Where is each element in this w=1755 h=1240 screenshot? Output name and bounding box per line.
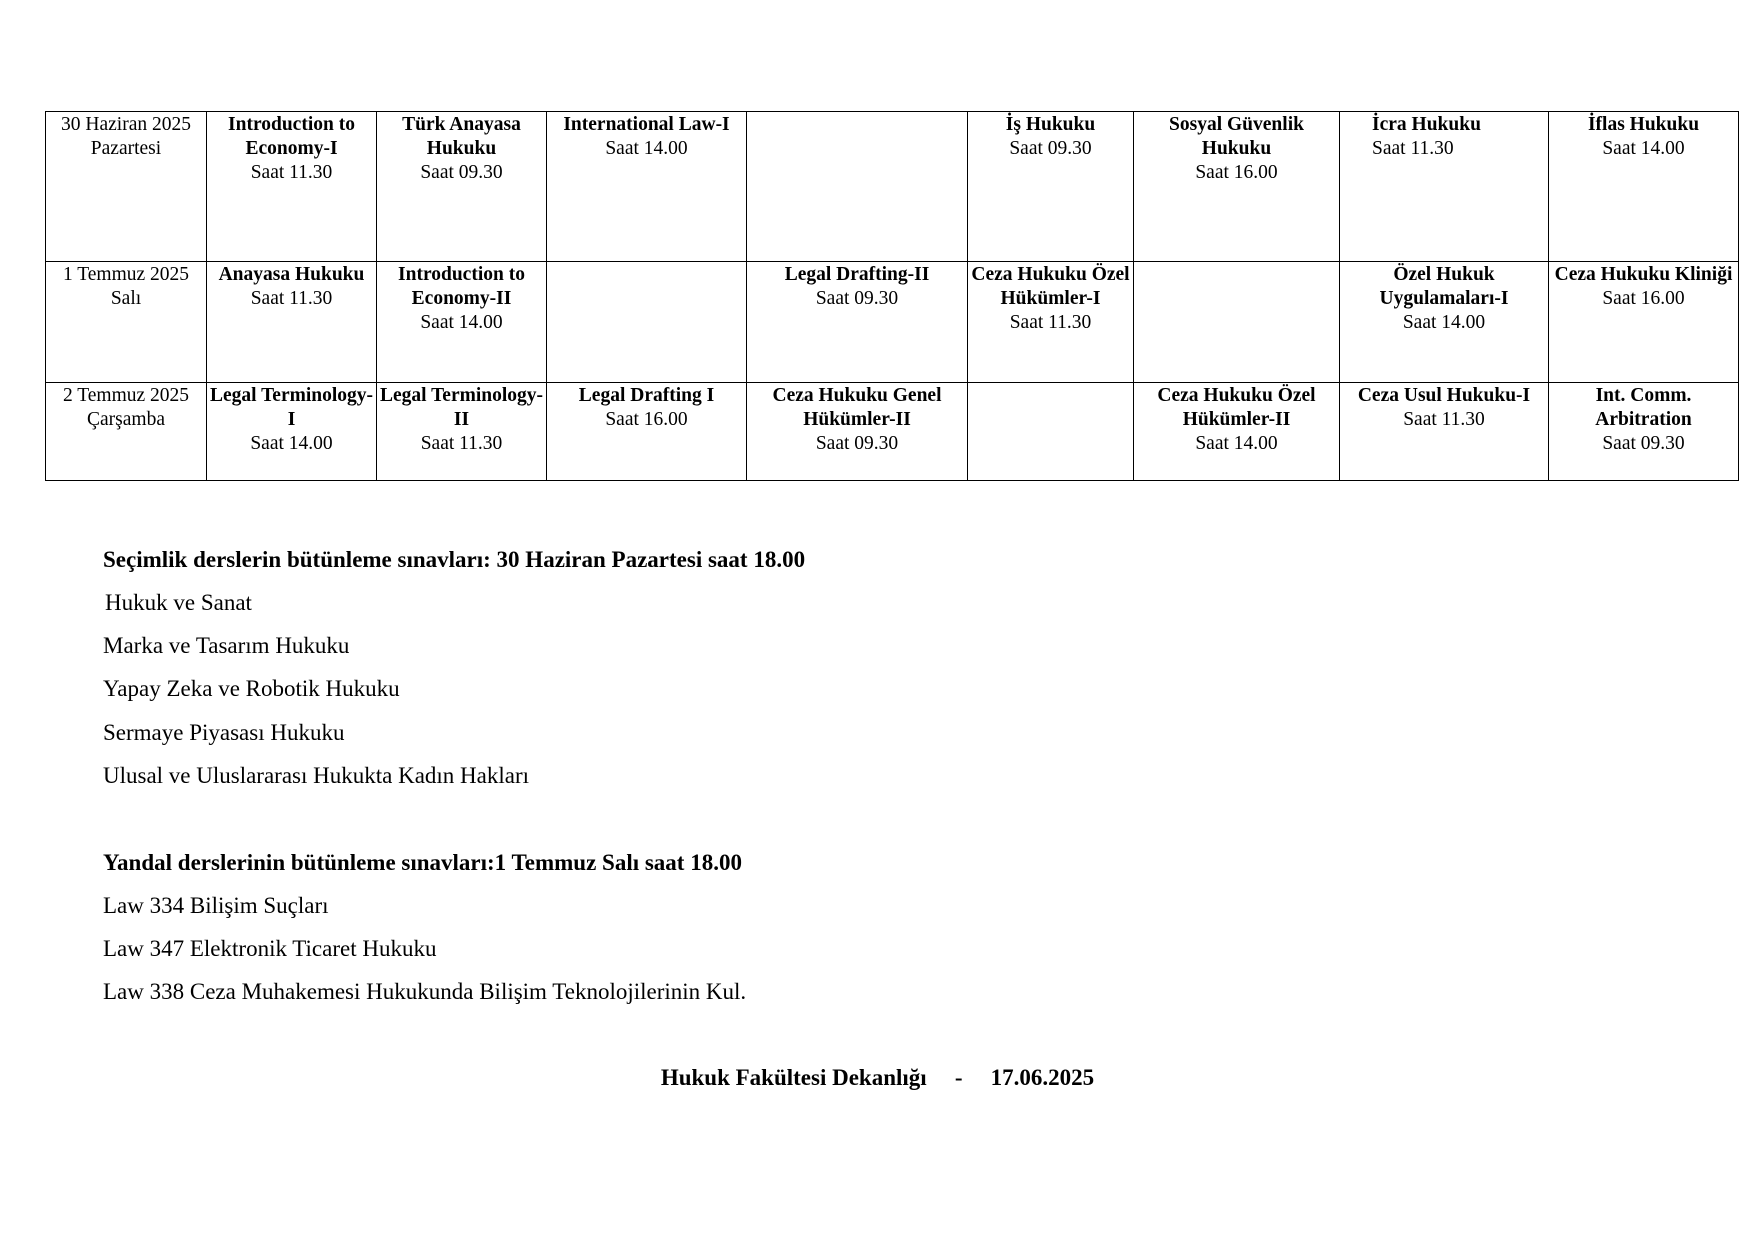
course-cell: [1340, 262, 1549, 383]
course-name: Legal Drafting I: [578, 385, 715, 406]
exam-date: 1 Temmuz 2025: [62, 264, 190, 285]
elective-course-item: Yapay Zeka ve Robotik Hukuku: [103, 676, 400, 701]
course-name: Int. Comm. Arbitration: [1595, 385, 1692, 430]
course-cell: [1549, 112, 1739, 262]
course-time: Saat 09.30: [1009, 138, 1092, 159]
course-name: Ceza Hukuku Özel Hükümler-I: [971, 264, 1130, 309]
course-time: Saat 14.00: [1402, 312, 1486, 333]
minor-course-item: Law 338 Ceza Muhakemesi Hukukunda Bilişim Teknolojilerinin Kul.: [103, 979, 747, 1004]
course-name: Legal Terminology-II: [379, 385, 544, 430]
course-time: Saat 09.30: [420, 162, 503, 183]
course-name: İş Hukuku: [1005, 114, 1096, 135]
course-cell: [547, 383, 747, 481]
course-time: Saat 09.30: [815, 288, 899, 309]
date-cell: [46, 262, 207, 383]
course-time: Saat 14.00: [605, 138, 688, 159]
empty-cell: [968, 383, 1134, 481]
course-time: Saat 16.00: [605, 409, 688, 430]
course-cell: [1549, 262, 1739, 383]
elective-course-item: Hukuk ve Sanat: [105, 590, 252, 615]
exam-weekday: Pazartesi: [90, 138, 162, 159]
course-name: İcra Hukuku: [1372, 114, 1481, 135]
course-time: Saat 11.30: [1403, 409, 1485, 430]
course-time: Saat 11.30: [1009, 312, 1092, 333]
course-time: Saat 16.00: [1195, 162, 1278, 183]
schedule-row-july-2: [46, 383, 1739, 481]
date-cell: [46, 112, 207, 262]
course-cell: [377, 112, 547, 262]
elective-exams-section: [103, 546, 805, 805]
course-cell: [1134, 112, 1340, 262]
dean-office-name: Hukuk Fakültesi Dekanlığı: [660, 1065, 927, 1090]
signature-separator: -: [954, 1065, 963, 1090]
elective-course-item: Sermaye Piyasası Hukuku: [103, 720, 345, 745]
course-time: Saat 09.30: [815, 433, 899, 454]
exam-date: 30 Haziran 2025: [61, 114, 191, 135]
empty-cell: [547, 262, 747, 383]
course-name: Legal Drafting-II: [784, 264, 930, 285]
schedule-row-july-1: [46, 262, 1739, 383]
elective-course-item: Ulusal ve Uluslararası Hukukta Kadın Hakları: [103, 763, 530, 788]
dean-office-signature: [0, 1064, 1755, 1092]
course-cell: [968, 262, 1134, 383]
course-time: Saat 14.00: [1195, 433, 1278, 454]
schedule-row-june-30: [46, 112, 1739, 262]
elective-course-item: Marka ve Tasarım Hukuku: [103, 633, 350, 658]
signature-date: 17.06.2025: [990, 1065, 1095, 1090]
course-name: Özel Hukuk Uygulamaları-I: [1379, 264, 1509, 309]
empty-cell: [747, 112, 968, 262]
course-cell: [547, 112, 747, 262]
minor-exams-section: [103, 849, 746, 1021]
date-cell: [46, 383, 207, 481]
minor-exams-heading: Yandal derslerinin bütünleme sınavları:1 Temmuz Salı saat 18.00: [103, 850, 742, 875]
course-time: Saat 11.30: [250, 162, 333, 183]
course-name: Ceza Hukuku Özel Hükümler-II: [1157, 385, 1316, 430]
course-time: Saat 11.30: [1372, 138, 1454, 159]
course-name: Ceza Hukuku Genel Hükümler-II: [772, 385, 942, 430]
course-cell: [968, 112, 1134, 262]
course-cell: [1549, 383, 1739, 481]
course-cell: [207, 383, 377, 481]
course-time: Saat 14.00: [250, 433, 333, 454]
course-name: Ceza Hukuku Kliniği: [1554, 264, 1733, 285]
course-name: Introduction to Economy-II: [398, 264, 525, 309]
course-time: Saat 16.00: [1602, 288, 1685, 309]
course-name: Anayasa Hukuku: [218, 264, 365, 285]
exam-weekday: Salı: [110, 288, 142, 309]
course-cell: [1340, 383, 1549, 481]
exam-date: 2 Temmuz 2025: [62, 385, 190, 406]
course-time: Saat 14.00: [1602, 138, 1685, 159]
course-name: Legal Terminology-I: [209, 385, 374, 430]
course-name: İflas Hukuku: [1587, 114, 1700, 135]
course-time: Saat 14.00: [420, 312, 503, 333]
course-cell: [207, 112, 377, 262]
course-name: Türk Anayasa Hukuku: [402, 114, 521, 159]
course-cell: [377, 262, 547, 383]
course-name: International Law-I: [563, 114, 730, 135]
minor-course-item: Law 347 Elektronik Ticaret Hukuku: [103, 936, 437, 961]
course-time: Saat 11.30: [420, 433, 503, 454]
exam-schedule-table: [45, 111, 1739, 481]
course-name: Introduction to Economy-I: [228, 114, 355, 159]
course-cell: [207, 262, 377, 383]
empty-cell: [1134, 262, 1340, 383]
course-cell: [377, 383, 547, 481]
course-time: Saat 11.30: [250, 288, 333, 309]
course-cell: [747, 383, 968, 481]
course-time: Saat 09.30: [1602, 433, 1685, 454]
course-cell: [1340, 112, 1549, 262]
course-name: Ceza Usul Hukuku-I: [1357, 385, 1531, 406]
course-cell: [747, 262, 968, 383]
course-cell: [1134, 383, 1340, 481]
minor-course-item: Law 334 Bilişim Suçları: [103, 893, 329, 918]
exam-weekday: Çarşamba: [87, 409, 165, 430]
elective-exams-heading: Seçimlik derslerin bütünleme sınavları: 30 Haziran Pazartesi saat 18.00: [103, 547, 806, 572]
course-name: Sosyal Güvenlik Hukuku: [1169, 114, 1304, 159]
